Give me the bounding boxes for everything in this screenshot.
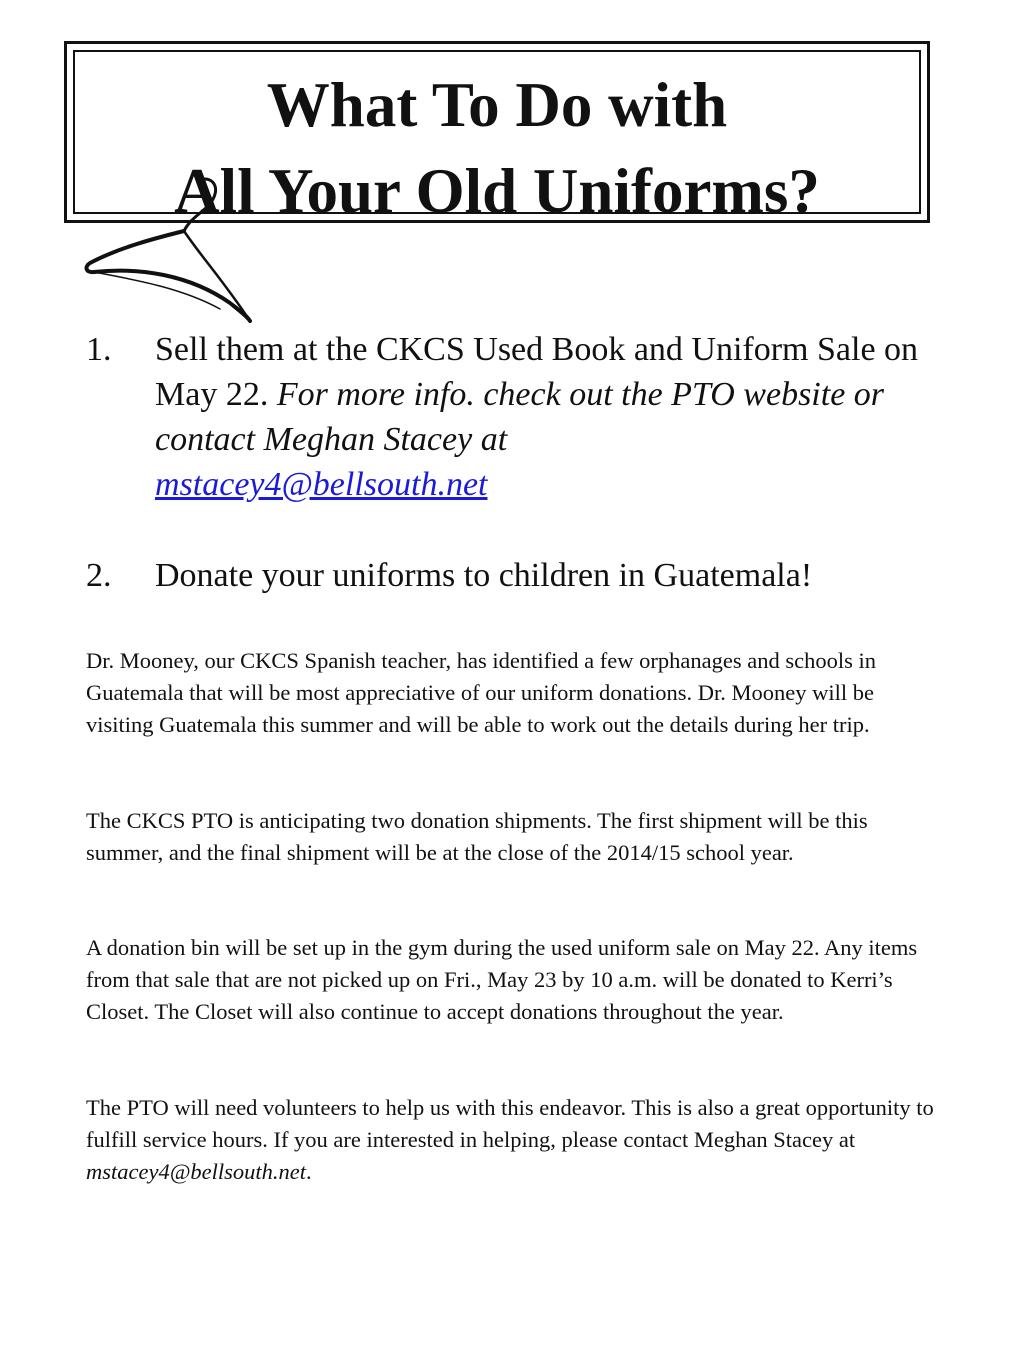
paragraph-mooney: Dr. Mooney, our CKCS Spanish teacher, has identified a few orphanages and schools in Guatemala that will be most appreciative of our uniform donations. Dr. Mooney will be visiting Guatemala this summer and will be able to work out the details during her trip. [86,648,876,737]
list-item-text: Donate your uniforms to children in Guatemala! [155,557,813,594]
email-link[interactable]: mstacey4@bellsouth.net [155,466,488,503]
list-number: 2. [86,557,112,594]
options-list [86,327,946,598]
paragraph-shipments: The CKCS PTO is anticipating two donation shipments. The first shipment will be this summer, and the final shipment will be at the close of the 2014/15 school year. [86,808,868,865]
paragraph-volunteers-text: The PTO will need volunteers to help us with this endeavor. This is also a great opportunity to fulfill service hours. If you are interested in helping, please contact Meghan Stacey at [86,1095,934,1152]
hanger-icon [80,175,260,325]
paragraph-end: . [306,1159,312,1184]
title-line-1: What To Do with [266,70,728,140]
list-number: 1. [86,331,112,368]
title-line-2: All Your Old Uniforms? [174,156,820,226]
paragraph-donation-bin: A donation bin will be set up in the gym during the used uniform sale on May 22. Any items from that sale that are not picked up on Fri., May 23 by 10 a.m. will be donated to Kerri’s Closet. The Closet will also continue to accept donations throughout the year. [86,935,918,1024]
list-item-text: Sell them at the CKCS Used Book and Uniform Sale on May 22. [155,331,919,413]
paragraph-volunteers [86,1092,936,1188]
list-item-info: For more info. check out the PTO website or contact Meghan Stacey at [155,376,885,458]
list-item [86,327,946,507]
volunteer-email: mstacey4@bellsouth.net [86,1159,307,1184]
list-item [86,553,946,598]
